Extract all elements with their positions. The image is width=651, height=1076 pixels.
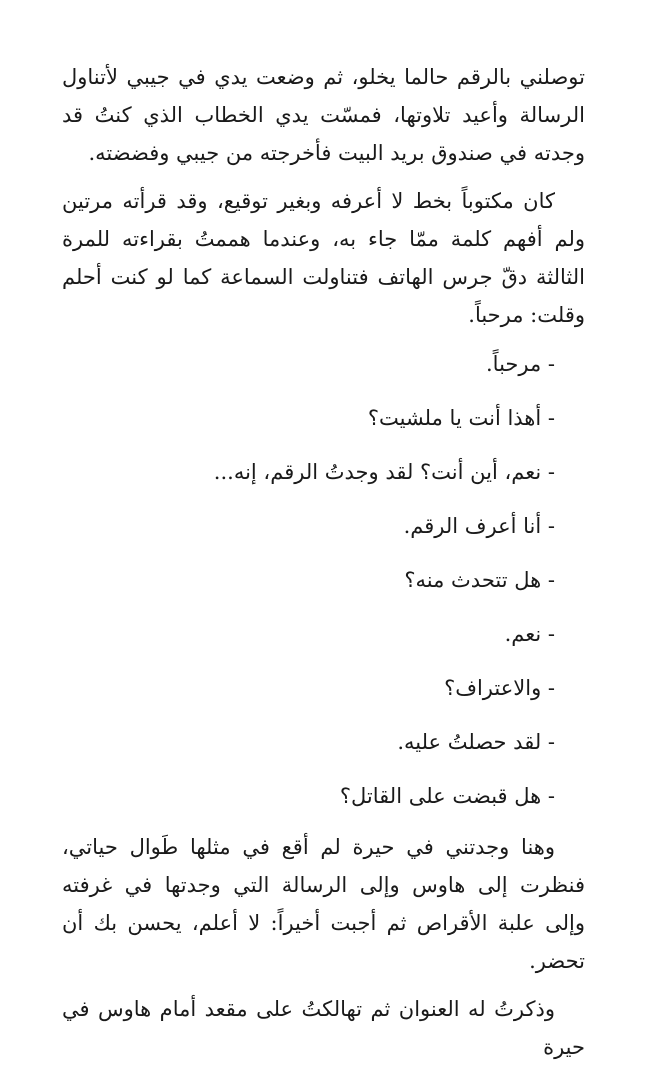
dialogue-list	[62, 346, 585, 814]
dialogue-line: - أهذا أنت يا ملشيت؟	[367, 406, 555, 430]
dialogue-line: - نعم.	[504, 622, 555, 646]
dialogue-line: - والاعتراف؟	[444, 676, 555, 700]
dialogue-line: - أنا أعرف الرقم.	[403, 514, 555, 538]
book-page	[62, 58, 585, 1076]
paragraph-1: توصلني بالرقم حالما يخلو، ثم وضعت يدي في جيبي لأتناول الرسالة وأعيد تلاوتها، فمسّت يدي الخطاب الذي كنتُ قد وجدته في صندوق بريد البيت فأخرجته من جيبي وفضضته.	[62, 65, 585, 165]
dialogue-line: - هل تتحدث منه؟	[404, 568, 555, 592]
dialogue-line: - لقد حصلتُ عليه.	[397, 730, 555, 754]
paragraph-4: وذكرتُ له العنوان ثم تهالكتُ على مقعد أمام هاوس في حيرة	[62, 997, 585, 1059]
paragraph-2: كان مكتوباً بخط لا أعرفه وبغير توقيع، وقد قرأته مرتين ولم أفهم كلمة ممّا جاء به، وعندما هممتُ بقراءته للمرة الثالثة دقّ جرس الهاتف فتناولت السماعة كما لو كنت أحلم وقلت: مرحباً.	[62, 189, 585, 327]
dialogue-line: - هل قبضت على القاتل؟	[339, 784, 555, 808]
dialogue-line: - نعم، أين أنت؟ لقد وجدتُ الرقم، إنه...	[213, 460, 555, 484]
paragraph-3: وهنا وجدتني في حيرة لم أقع في مثلها طَوال حياتي، فنظرت إلى هاوس وإلى الرسالة التي وجدتها في غرفته وإلى علبة الأقراص ثم أجبت أخيراً: لا أعلم، يحسن بك أن تحضر.	[62, 835, 585, 973]
dialogue-line: - مرحباً.	[486, 352, 555, 376]
